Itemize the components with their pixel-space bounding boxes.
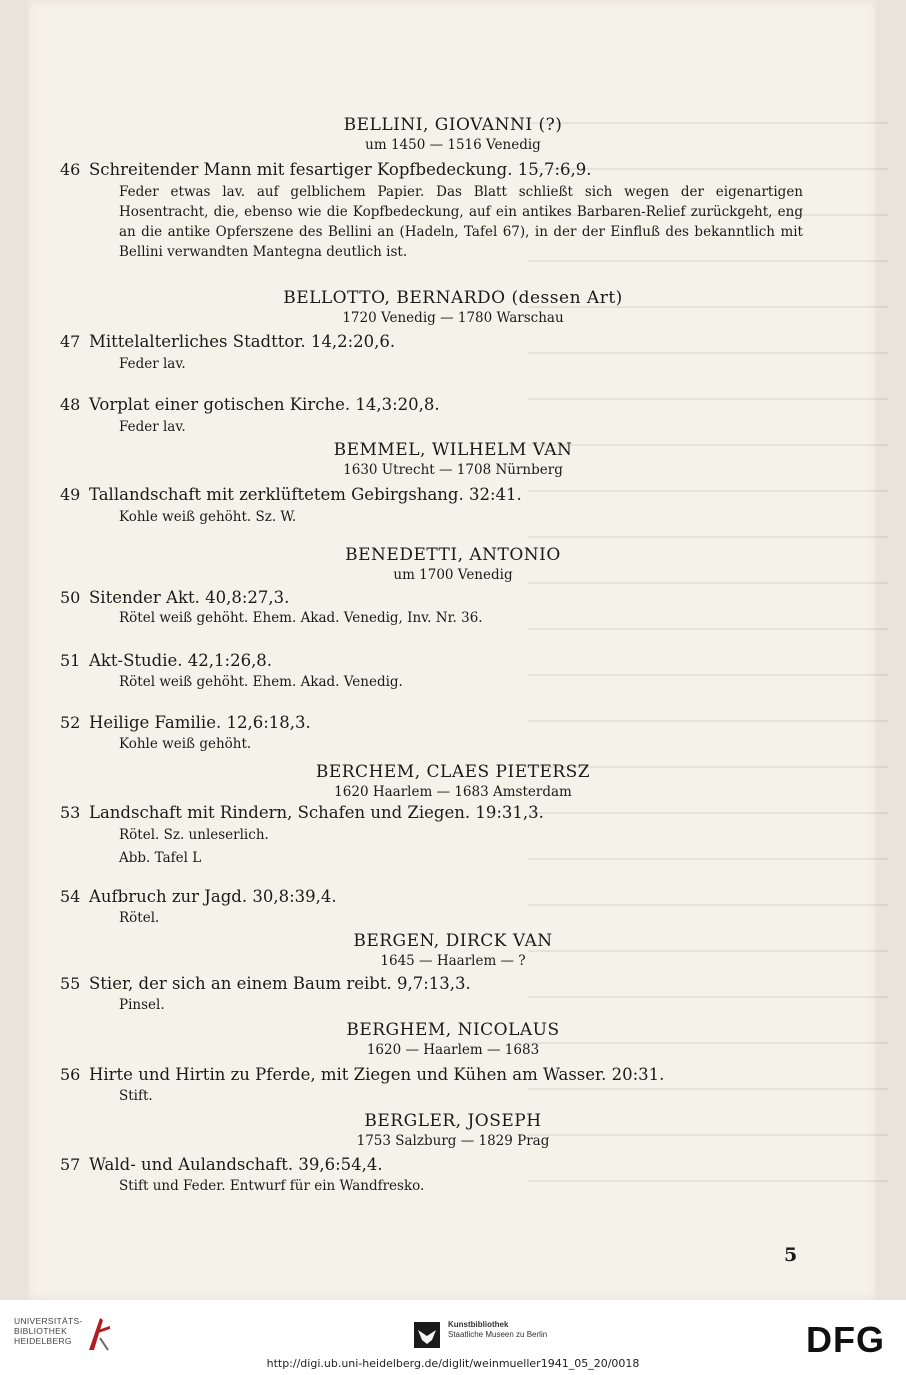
artist-name: BEMMEL, WILHELM VAN — [333, 440, 573, 460]
logo-subtitle: Staatliche Museen zu Berlin — [448, 1330, 548, 1339]
artist-heading-berchem — [0, 761, 906, 801]
artist-dates: 1620 — Haarlem — 1683 — [366, 1042, 540, 1058]
entry-number: 46 — [60, 160, 81, 179]
artist-name: BENEDETTI, ANTONIO — [345, 545, 561, 565]
entry-description: Kohle weiß gehöht. Sz. W. — [119, 509, 297, 525]
entry-number: 49 — [60, 485, 81, 504]
entry-number: 52 — [60, 713, 81, 732]
artist-dates: 1720 Venedig — 1780 Warschau — [342, 310, 564, 326]
artist-heading-bergen — [0, 930, 906, 970]
artist-name: BELLINI, GIOVANNI (?) — [343, 115, 563, 135]
artist-dates: 1753 Salzburg — 1829 Prag — [356, 1133, 550, 1149]
entry-description: Rötel. Sz. unleserlich. — [119, 827, 269, 843]
entry-number: 50 — [60, 588, 81, 607]
entry-title: Wald- und Aulandschaft. 39,6:54,4. — [89, 1155, 383, 1174]
entry-title: Heilige Familie. 12,6:18,3. — [89, 713, 311, 732]
entry-title: Vorplat einer gotischen Kirche. 14,3:20,8. — [89, 395, 440, 414]
artist-heading-bellini — [0, 114, 906, 154]
entry-number: 54 — [60, 887, 81, 906]
artist-name: BERCHEM, CLAES PIETERSZ — [315, 762, 591, 782]
logo-text-line: BIBLIOTHEK — [14, 1326, 68, 1336]
entry-description: Feder lav. — [119, 356, 186, 372]
artist-name: BERGHEM, NICOLAUS — [346, 1020, 560, 1040]
entry-title: Tallandschaft mit zerklüftetem Gebirgshang. 32:41. — [89, 485, 522, 504]
entry-description: Kohle weiß gehöht. — [119, 736, 252, 752]
artist-heading-bellotto — [0, 287, 906, 327]
dfg-logo[interactable]: DFG — [806, 1319, 885, 1360]
entry-description: Stift. — [119, 1088, 153, 1104]
logo-text-line: UNIVERSITÄTS- — [14, 1316, 83, 1326]
artist-name: BELLOTTO, BERNARDO (dessen Art) — [283, 288, 623, 308]
entry-title: Schreitender Mann mit fesartiger Kopfbedeckung. 15,7:6,9. — [89, 160, 592, 179]
entry-description: Rötel weiß gehöht. Ehem. Akad. Venedig. — [119, 674, 403, 690]
page-number: 5 — [784, 1244, 798, 1266]
entry-title: Aufbruch zur Jagd. 30,8:39,4. — [89, 887, 337, 906]
logo-text-line: HEIDELBERG — [14, 1336, 72, 1346]
entry-title: Landschaft mit Rindern, Schafen und Ziegen. 19:31,3. — [89, 803, 544, 822]
entry-description: Pinsel. — [119, 997, 165, 1013]
entry-description: Feder lav. — [119, 419, 186, 435]
artist-dates: um 1700 Venedig — [393, 567, 513, 583]
artist-dates: 1645 — Haarlem — ? — [380, 953, 526, 969]
entry-description: Stift und Feder. Entwurf für ein Wandfresko. — [119, 1178, 425, 1194]
entry-description: Rötel weiß gehöht. Ehem. Akad. Venedig, Inv. Nr. 36. — [119, 610, 483, 626]
entry-number: 48 — [60, 395, 81, 414]
entry-number: 57 — [60, 1155, 81, 1174]
entry-title: Hirte und Hirtin zu Pferde, mit Ziegen und Kühen am Wasser. 20:31. — [89, 1065, 665, 1084]
entry-title: Sitender Akt. 40,8:27,3. — [89, 588, 290, 607]
artist-name: BERGEN, DIRCK VAN — [353, 931, 553, 951]
heidelberg-emblem-icon — [86, 1316, 112, 1352]
artist-heading-berghem — [0, 1019, 906, 1059]
eagle-emblem-icon — [414, 1322, 440, 1348]
entry-number: 55 — [60, 974, 81, 993]
entry-number: 51 — [60, 651, 81, 670]
artist-dates: 1620 Haarlem — 1683 Amsterdam — [334, 784, 572, 800]
artist-name: BERGLER, JOSEPH — [364, 1111, 542, 1131]
artist-heading-benedetti — [0, 544, 906, 584]
artist-heading-bemmel — [0, 439, 906, 479]
entry-title: Mittelalterliches Stadttor. 14,2:20,6. — [89, 332, 396, 351]
entry-description: Feder etwas lav. auf gelblichem Papier. Das Blatt schließt sich wegen der eigenartigen Hosentracht, die, ebenso wie die Kopfbedeckung, auf ein antikes Barbaren-Relief zurückgeht, eng an die antike Opferszene des Bellini an (Hadeln, Tafel 67), in der der Einfluß des bekanntlich mit Bellini verwandten Mantegna deutlich ist. — [119, 184, 803, 260]
logo-title: Kunstbibliothek — [448, 1320, 509, 1329]
entry-title: Stier, der sich an einem Baum reibt. 9,7:13,3. — [89, 974, 471, 993]
entry-description: Rötel. — [119, 910, 160, 926]
entry-number: 47 — [60, 332, 81, 351]
artist-dates: 1630 Utrecht — 1708 Nürnberg — [343, 462, 563, 478]
entry-number: 56 — [60, 1065, 81, 1084]
artist-heading-bergler — [0, 1110, 906, 1150]
entry-number: 53 — [60, 803, 81, 822]
entry-figure-reference: Abb. Tafel L — [119, 850, 202, 866]
permalink-url[interactable]: http://digi.ub.uni-heidelberg.de/diglit/weinmueller1941_05_20/0018 — [266, 1357, 640, 1370]
university-library-logo[interactable] — [14, 1316, 114, 1356]
artist-dates: um 1450 — 1516 Venedig — [365, 137, 541, 153]
entry-title: Akt-Studie. 42,1:26,8. — [89, 651, 273, 670]
